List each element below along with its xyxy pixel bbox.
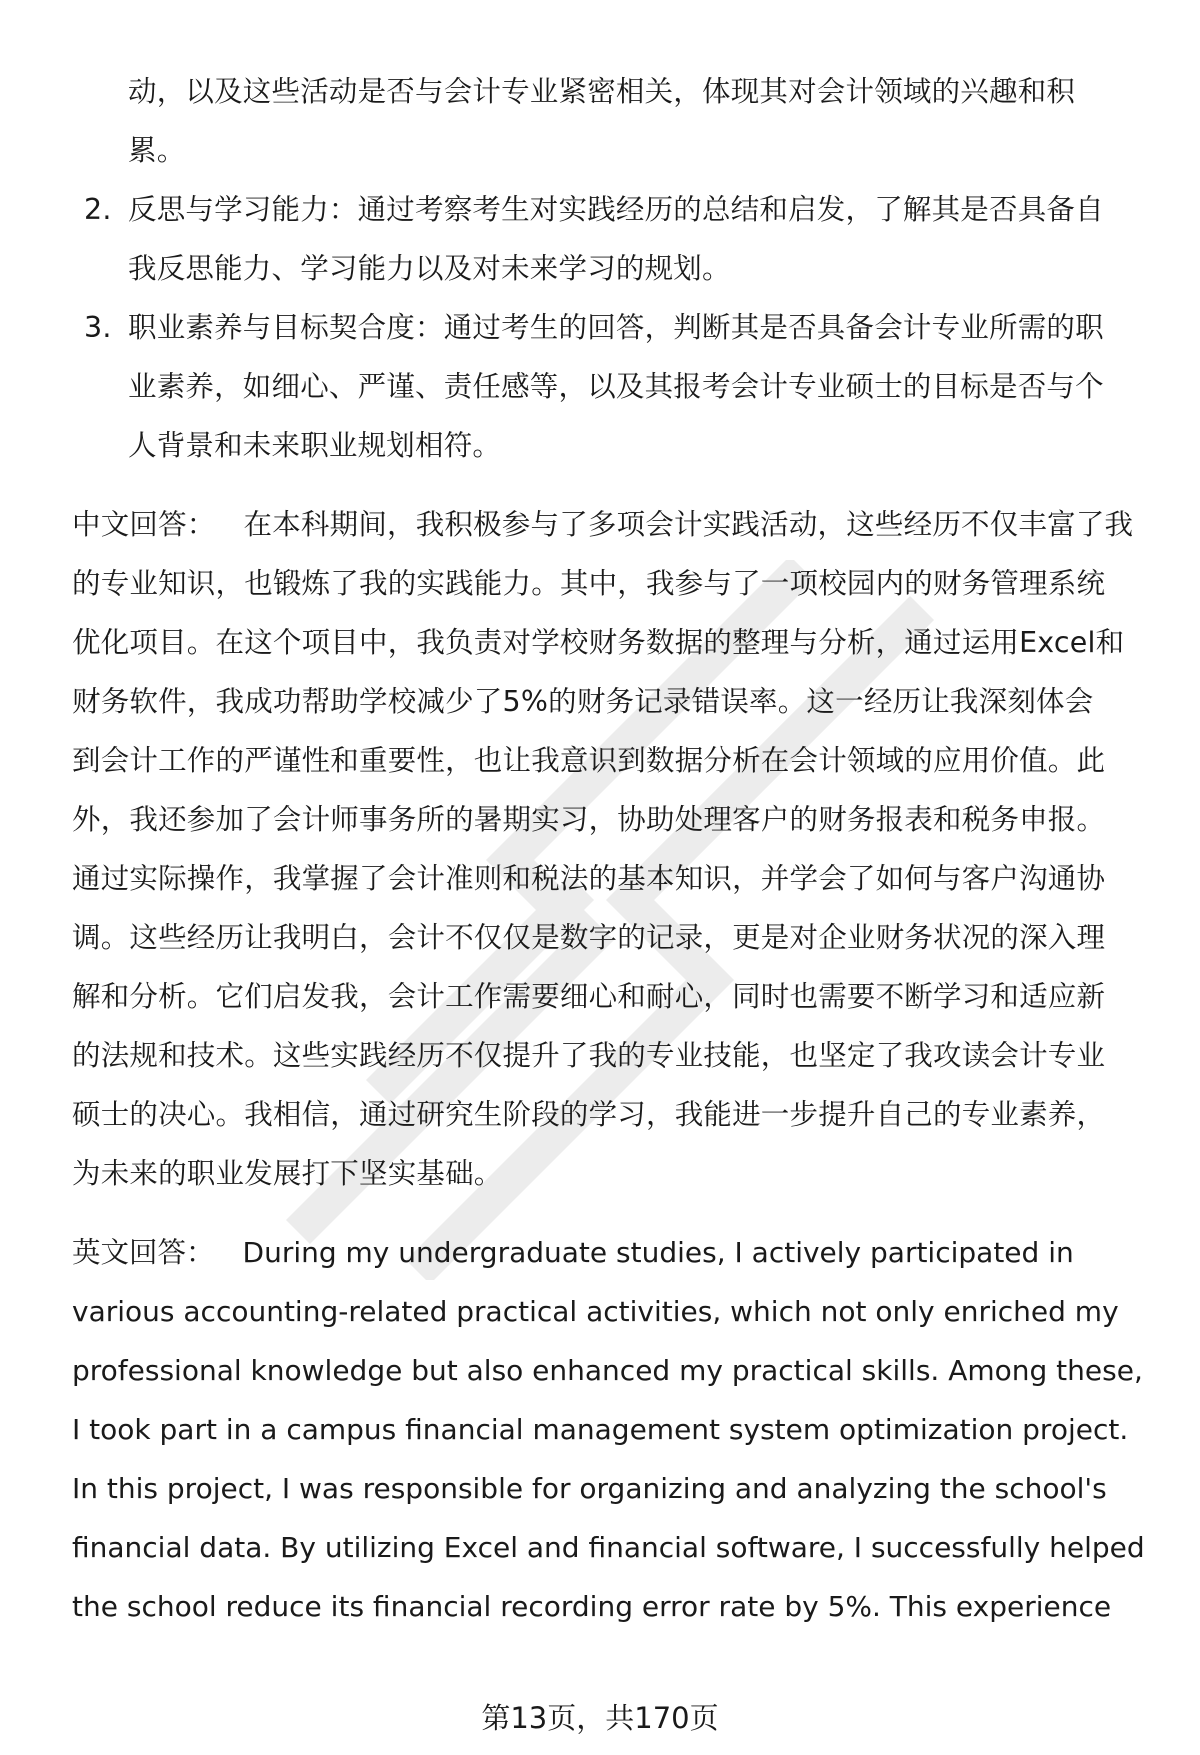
list-item-line: 职业素养与目标契合度：通过考生的回答，判断其是否具备会计专业所需的职: [128, 311, 1104, 344]
paragraph-line: 外，我还参加了会计师事务所的暑期实习，协助处理客户的财务报表和税务申报。: [72, 803, 1106, 836]
list-item-number: 3.: [84, 311, 112, 344]
paragraph-line: 财务软件，我成功帮助学校减少了5%的财务记录错误率。这一经历让我深刻体会: [72, 685, 1094, 718]
paragraph-line: 中文回答： 在本科期间，我积极参与了多项会计实践活动，这些经历不仅丰富了我: [72, 508, 1134, 541]
list-item: [72, 298, 1162, 475]
paragraph-line: 解和分析。它们启发我，会计工作需要细心和耐心，同时也需要不断学习和适应新: [72, 980, 1106, 1013]
list-item-number: 2.: [84, 193, 112, 226]
paragraph-line: 的专业知识，也锻炼了我的实践能力。其中，我参与了一项校园内的财务管理系统: [72, 567, 1106, 600]
paragraph-line: I took part in a campus financial management system optimization project.: [72, 1413, 1129, 1446]
list-item: [72, 180, 1162, 298]
list-item-line: 反思与学习能力：通过考察考生对实践经历的总结和启发，了解其是否具备自: [128, 193, 1104, 226]
paragraph-line: 为未来的职业发展打下坚实基础。: [72, 1157, 503, 1190]
list-item-line: 人背景和未来职业规划相符。: [128, 429, 502, 462]
list-item-1-continuation-line: 累。: [128, 134, 186, 167]
paragraph-line: 到会计工作的严谨性和重要性，也让我意识到数据分析在会计领域的应用价值。此: [72, 744, 1106, 777]
page-number-footer: 第13页，共170页: [481, 1701, 719, 1735]
list-item-1-continuation-line: 动，以及这些活动是否与会计专业紧密相关，体现其对会计领域的兴趣和积: [128, 75, 1076, 108]
paragraph-line: the school reduce its financial recording error rate by 5%. This experience: [72, 1590, 1112, 1623]
paragraph-line: 的法规和技术。这些实践经历不仅提升了我的专业技能，也坚定了我攻读会计专业: [72, 1039, 1106, 1072]
paragraph-line: various accounting-related practical activities, which not only enriched my: [72, 1295, 1119, 1328]
list-item-line: 业素养，如细心、严谨、责任感等，以及其报考会计专业硕士的目标是否与个: [128, 370, 1104, 403]
chinese-answer: [72, 495, 1162, 1203]
list-item-line: 我反思能力、学习能力以及对未来学习的规划。: [128, 252, 731, 285]
chinese-answer-label: 中文回答：: [72, 508, 216, 541]
paragraph-line: professional knowledge but also enhanced my practical skills. Among these,: [72, 1354, 1143, 1387]
paragraph-line: 英文回答： During my undergraduate studies, I actively participated in: [72, 1236, 1074, 1269]
paragraph-line: 通过实际操作，我掌握了会计准则和税法的基本知识，并学会了如何与客户沟通协: [72, 862, 1106, 895]
paragraph-line: In this project, I was responsible for organizing and analyzing the school's: [72, 1472, 1107, 1505]
english-answer: [72, 1223, 1162, 1636]
paragraph-line: 调。这些经历让我明白，会计不仅仅是数字的记录，更是对企业财务状况的深入理: [72, 921, 1106, 954]
english-answer-label: 英文回答：: [72, 1236, 215, 1269]
paragraph-line: financial data. By utilizing Excel and financial software, I successfully helped: [72, 1531, 1145, 1564]
paragraph-line: 优化项目。在这个项目中，我负责对学校财务数据的整理与分析，通过运用Excel和: [72, 626, 1125, 659]
paragraph-line: 硕士的决心。我相信，通过研究生阶段的学习，我能进一步提升自己的专业素养，: [72, 1098, 1106, 1131]
page-body: [72, 62, 1162, 1636]
